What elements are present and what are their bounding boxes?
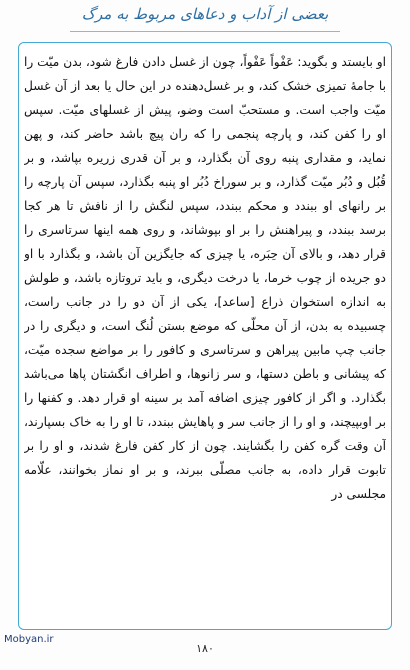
body-paragraph: او بایستد و بگوید: عَفْواً عَفْواً، چون از غسل دادن فارغ شود، بدن میّت را با جامهٔ تمیزی خشک کند، و بر غسل‌دهنده در این حال یا بعد از آن غسل میّت واجب است. و مستحبّ است وضو، پیش از غسلهای میّت. سپس او را کفن کند، و پارچه پنجمی را که ران پیچ باشد حاضر کند، و پهن نماید، و مقداری پنبه روی آن بگذارد، و بر آن قدری زریره بپاشد، و بر قُبُل و دُبُر میّت گذارد، و بر سوراخ دُبُر او پنبه بگذارد، سپس آن پارچه را بر رانهای او ببندد و محکم ببندد، سپس لنگش را از نافش تا هر کجا برسد ببندد، و پیراهنش را بر او بپوشاند، و روی همه اینها سرتاسری را قرار دهد، و بالای آن حِبَره، یا چیزی که جایگزین آن باشد، و بگذارد با او دو جریده از چوب خرما، یا درخت دیگری، و باید تروتازه باشد، و طولش به اندازه استخوان ذراع [ساعد]، یکی از آن دو را در جانب راست، چسبیده به بدن، از آن محلّی که موضع بستن لُنگ است، و دیگری را در جانب چپ مابین پیراهن و سرتاسری و کافور را بر مواضع سجده میّت، که پیشانی و باطن دستها، و سر زانوها، و اطراف انگشتان پاها می‌باشد بگذارد. و اگر از کافور چیزی اضافه آمد بر سینه او قرار دهد. و کفنها را بر اوبپیچند، و او را از جانب سر و پاهایش ببندد، تا او را به خاک بسپارند، آن وقت گره کفن را بگشایند. چون از کار کفن فارغ شدند، و او را بر تابوت قرار داده، به جانب مصلّی ببرند، و بر او نماز بخوانند، علّامه مجلسی در <box>24 55 386 501</box>
running-header-title: بعضی از آداب و دعاهای مربوط به مرگ <box>81 5 329 23</box>
page-body-text <box>24 50 386 624</box>
header-divider <box>70 31 340 32</box>
site-watermark: Mobyan.ir <box>4 634 54 645</box>
page-number: ۱۸۰ <box>196 642 214 655</box>
